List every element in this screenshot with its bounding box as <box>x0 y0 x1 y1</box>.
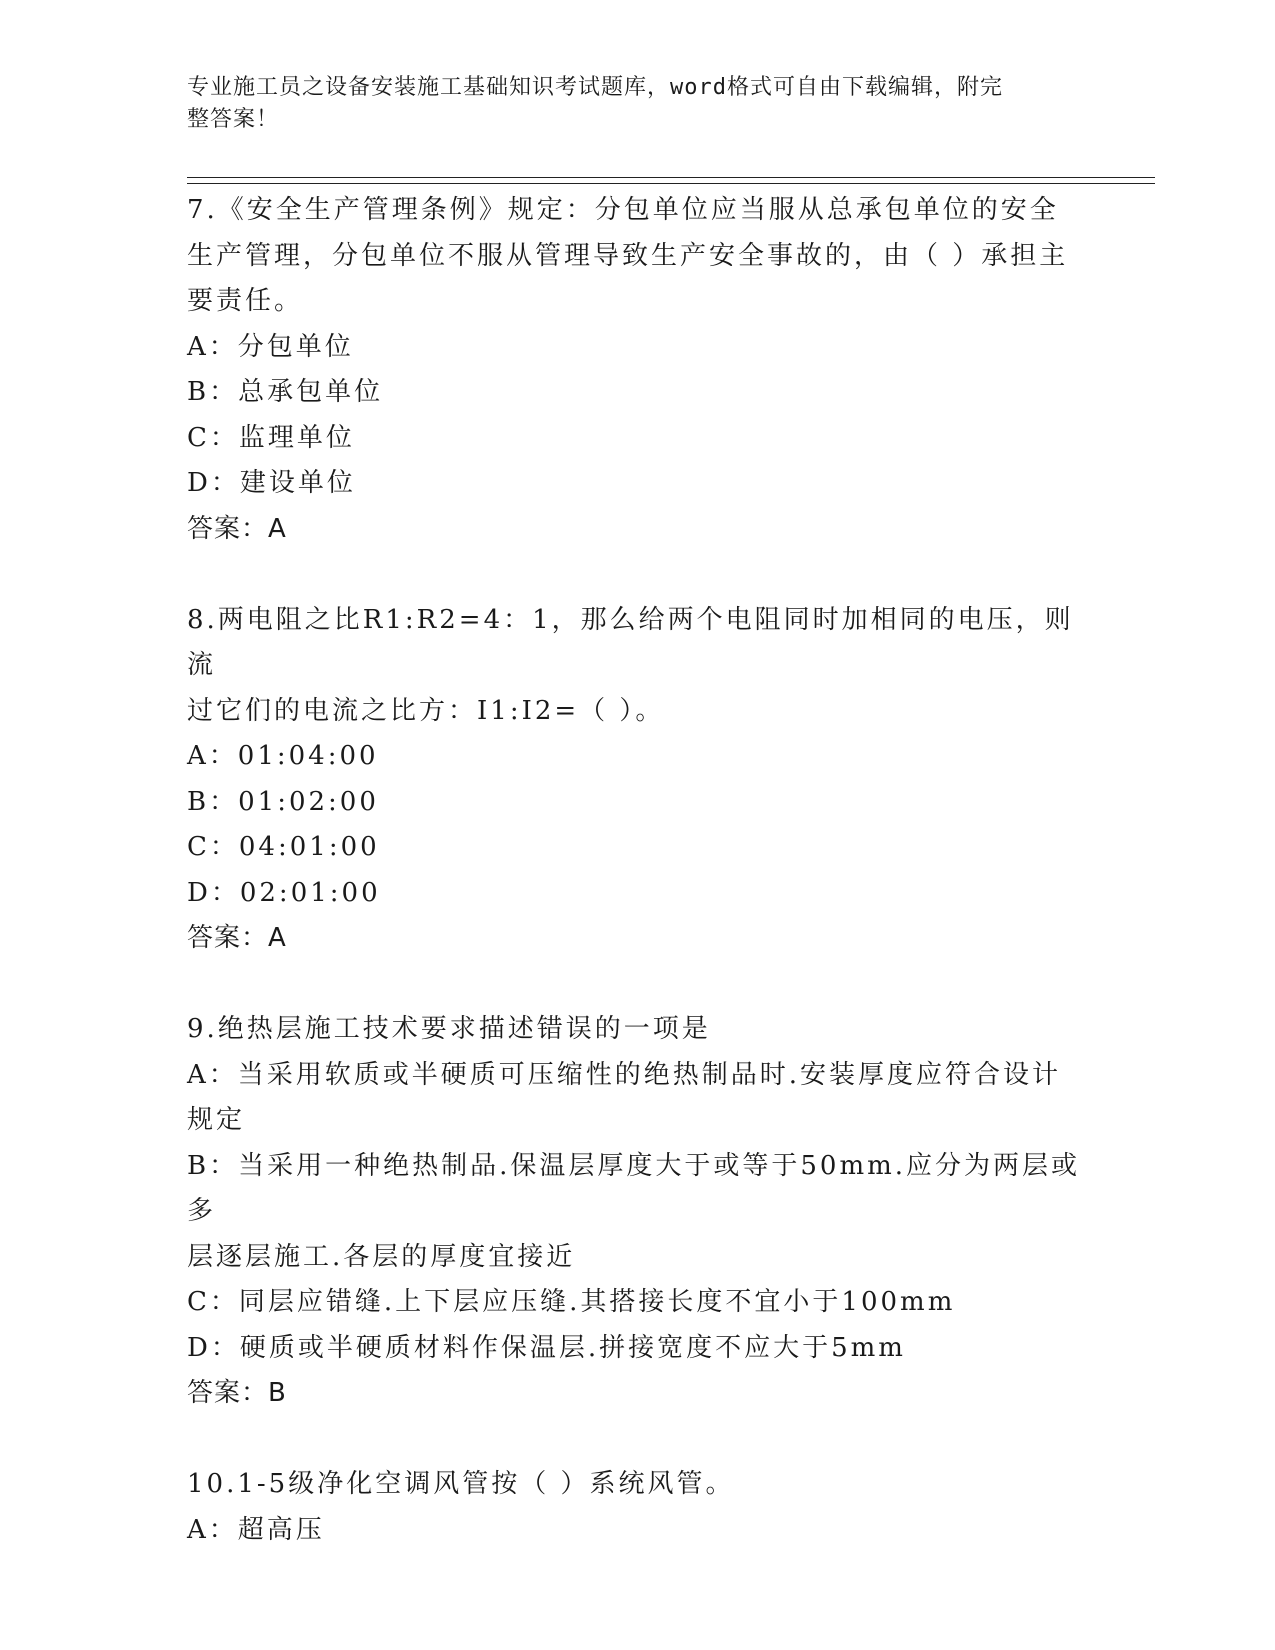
question-stem-line: 9.绝热层施工技术要求描述错误的一项是 <box>187 1014 711 1044</box>
option-line: D：建设单位 <box>187 468 356 498</box>
option-line: D：硬质或半硬质材料作保温层.拼接宽度不应大于5mm <box>187 1332 906 1363</box>
question-spacer <box>187 552 1087 598</box>
option-line: A：当采用软质或半硬质可压缩性的绝热制品时.安装厚度应符合设计 <box>187 1059 1062 1090</box>
question-stem-line: 7.《安全生产管理条例》规定：分包单位应当服从总承包单位的安全 <box>187 195 1059 225</box>
option-line: A：分包单位 <box>187 331 354 362</box>
question-stem-line: 过它们的电流之比方：I1:I2=（ ）。 <box>187 695 665 726</box>
question-stem-line: 10.1-5级净化空调风管按（ ）系统风管。 <box>187 1469 735 1499</box>
option-line: 层逐层施工.各层的厚度宜接近 <box>187 1241 576 1272</box>
question-stem-line: 8.两电阻之比R1:R2=4：1，那么给两个电阻同时加相同的电压，则流 <box>187 604 1074 680</box>
question-block <box>187 188 1087 552</box>
document-header <box>187 72 1067 136</box>
option-line: D：02:01:00 <box>187 877 381 908</box>
option-line: B：01:02:00 <box>187 786 379 817</box>
option-line: C：监理单位 <box>187 422 355 453</box>
option-line: A：01:04:00 <box>187 741 379 771</box>
question-block <box>187 598 1087 962</box>
option-line: A：超高压 <box>187 1514 325 1545</box>
question-stem-line: 要责任。 <box>187 286 304 316</box>
question-stem-line: 生产管理，分包单位不服从管理导致生产安全事故的，由（ ）承担主 <box>187 240 1069 271</box>
answer-line: 答案：B <box>187 1378 287 1408</box>
question-spacer <box>187 962 1087 1008</box>
header-divider-bottom <box>187 183 1155 184</box>
answer-line: 答案：A <box>187 923 287 953</box>
question-list <box>187 188 1087 1553</box>
option-line: B：当采用一种绝热制品.保温层厚度大于或等于50mm.应分为两层或多 <box>187 1150 1081 1226</box>
question-block <box>187 1007 1087 1417</box>
option-line: 规定 <box>187 1105 246 1135</box>
option-line: C：04:01:00 <box>187 832 380 862</box>
option-line: C：同层应错缝.上下层应压缝.其搭接长度不宜小于100mm <box>187 1287 956 1317</box>
header-divider-top <box>187 177 1155 178</box>
answer-line: 答案：A <box>187 513 287 544</box>
question-block <box>187 1462 1087 1553</box>
question-spacer <box>187 1417 1087 1463</box>
header-line-1: 专业施工员之设备安装施工基础知识考试题库，word格式可自由下载编辑，附完 <box>187 75 1003 100</box>
header-line-2: 整答案！ <box>187 107 280 132</box>
option-line: B：总承包单位 <box>187 377 384 407</box>
